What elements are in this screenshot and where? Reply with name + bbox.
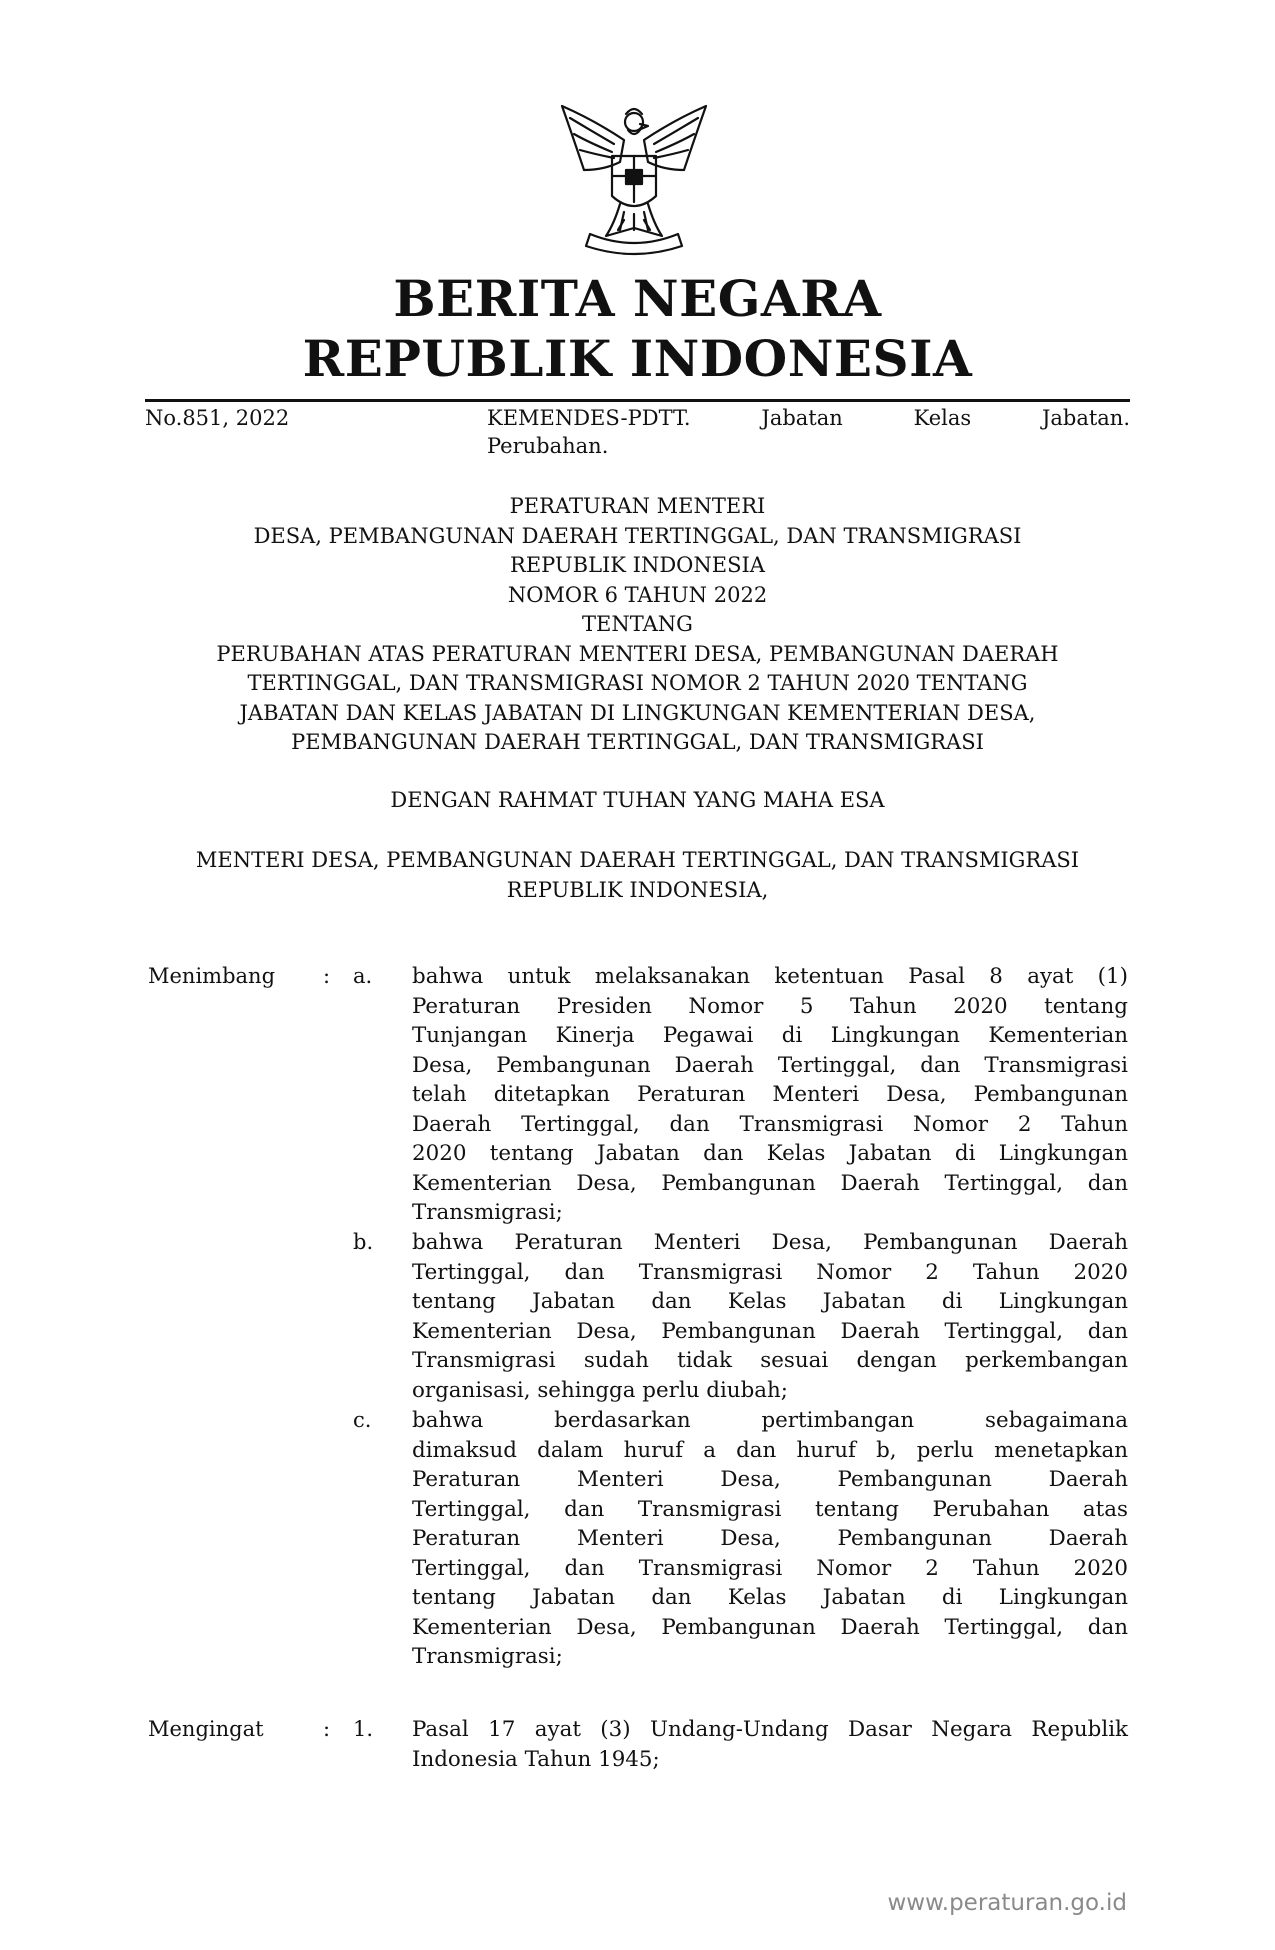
- paragraph-line: Tertinggal, dan Transmigrasi tentang Perubahan atas: [412, 1496, 1128, 1522]
- paragraph-line: bahwa Peraturan Menteri Desa, Pembangunan Daerah: [412, 1230, 1128, 1255]
- paragraph-line: Peraturan Menteri Desa, Pembangunan Daerah: [412, 1467, 1128, 1492]
- minister-line: MENTERI DESA, PEMBANGUNAN DAERAH TERTINGGAL, DAN TRANSMIGRASI: [195, 848, 1080, 872]
- gazette-subject: KEMENDES-PDTT. Jabatan Kelas Jabatan.: [487, 406, 1130, 430]
- invocation: DENGAN RAHMAT TUHAN YANG MAHA ESA: [390, 788, 885, 812]
- menimbang-item-b: [412, 1228, 1128, 1405]
- paragraph-line: organisasi, sehingga perlu diubah;: [412, 1377, 789, 1403]
- masthead-subtitle: REPUBLIK INDONESIA: [302, 329, 973, 388]
- item-marker: b.: [353, 1230, 374, 1254]
- paragraph-line: Indonesia Tahun 1945;: [412, 1746, 660, 1772]
- item-marker: a.: [353, 964, 373, 988]
- regulation-title-line: PEMBANGUNAN DAERAH TERTINGGAL, DAN TRANSMIGRASI: [291, 730, 984, 754]
- item-marker: c.: [353, 1408, 372, 1432]
- minister-heading: [145, 846, 1130, 905]
- paragraph-line: Tunjangan Kinerja Pegawai di Lingkungan Kementerian: [412, 1023, 1128, 1048]
- menimbang-colon: :: [323, 964, 331, 988]
- minister-line: REPUBLIK INDONESIA,: [506, 877, 769, 902]
- paragraph-line: 2020 tentang Jabatan dan Kelas Jabatan di Lingkungan: [412, 1141, 1128, 1166]
- gazette-number: No.851, 2022: [145, 406, 290, 430]
- paragraph-line: Tertinggal, dan Transmigrasi Nomor 2 Tahun 2020: [412, 1555, 1128, 1581]
- paragraph-line: dimaksud dalam huruf a dan huruf b, perlu menetapkan: [412, 1437, 1128, 1463]
- regulation-title-line: DESA, PEMBANGUNAN DAERAH TERTINGGAL, DAN TRANSMIGRASI: [253, 523, 1022, 548]
- regulation-title: [145, 492, 1130, 758]
- masthead-title: BERITA NEGARA: [393, 269, 882, 328]
- paragraph-line: tentang Jabatan dan Kelas Jabatan di Lingkungan: [412, 1585, 1128, 1610]
- paragraph-line: bahwa untuk melaksanakan ketentuan Pasal 8 ayat (1): [412, 964, 1128, 989]
- paragraph-line: Desa, Pembangunan Daerah Tertinggal, dan Transmigrasi: [412, 1052, 1128, 1078]
- regulation-title-line: NOMOR 6 TAHUN 2022: [507, 582, 768, 607]
- gazette-subject-continued: Perubahan.: [487, 434, 609, 458]
- regulation-title-line: PERATURAN MENTERI: [509, 494, 766, 518]
- paragraph-line: bahwa berdasarkan pertimbangan sebagaimana: [412, 1408, 1128, 1433]
- regulation-title-line: JABATAN DAN KELAS JABATAN DI LINGKUNGAN KEMENTERIAN DESA,: [239, 700, 1036, 725]
- menimbang-item-c: [412, 1406, 1128, 1672]
- garuda-emblem-icon: [554, 100, 714, 260]
- paragraph-line: Daerah Tertinggal, dan Transmigrasi Nomor 2 Tahun: [412, 1111, 1128, 1137]
- menimbang-item-a: [412, 962, 1128, 1228]
- paragraph-line: Transmigrasi;: [412, 1644, 563, 1669]
- paragraph-line: Kementerian Desa, Pembangunan Daerah Tertinggal, dan: [412, 1170, 1128, 1196]
- paragraph-line: tentang Jabatan dan Kelas Jabatan di Lingkungan: [412, 1289, 1128, 1314]
- item-marker: 1.: [353, 1717, 374, 1741]
- paragraph-line: Kementerian Desa, Pembangunan Daerah Tertinggal, dan: [412, 1614, 1128, 1640]
- mengingat-colon: :: [323, 1717, 331, 1741]
- footer-url: www.peraturan.go.id: [887, 1890, 1127, 1916]
- regulation-title-line: TERTINGGAL, DAN TRANSMIGRASI NOMOR 2 TAHUN 2020 TENTANG: [247, 671, 1028, 695]
- regulation-title-line: REPUBLIK INDONESIA: [510, 553, 765, 577]
- masthead-divider: [145, 399, 1130, 402]
- paragraph-line: telah ditetapkan Peraturan Menteri Desa, Pembangunan: [412, 1082, 1128, 1107]
- regulation-title-line: TENTANG: [582, 612, 693, 636]
- regulation-title-line: PERUBAHAN ATAS PERATURAN MENTERI DESA, PEMBANGUNAN DAERAH: [216, 641, 1059, 666]
- mengingat-item-1: [412, 1715, 1128, 1774]
- paragraph-line: Tertinggal, dan Transmigrasi Nomor 2 Tahun 2020: [412, 1259, 1128, 1285]
- paragraph-line: Transmigrasi sudah tidak sesuai dengan perkembangan: [412, 1348, 1128, 1373]
- menimbang-label: Menimbang: [148, 964, 276, 988]
- paragraph-line: Peraturan Menteri Desa, Pembangunan Daerah: [412, 1526, 1128, 1551]
- mengingat-label: Mengingat: [148, 1717, 264, 1741]
- paragraph-line: Transmigrasi;: [412, 1200, 563, 1225]
- paragraph-line: Peraturan Presiden Nomor 5 Tahun 2020 tentang: [412, 993, 1128, 1019]
- paragraph-line: Pasal 17 ayat (3) Undang-Undang Dasar Negara Republik: [412, 1717, 1128, 1742]
- paragraph-line: Kementerian Desa, Pembangunan Daerah Tertinggal, dan: [412, 1318, 1128, 1344]
